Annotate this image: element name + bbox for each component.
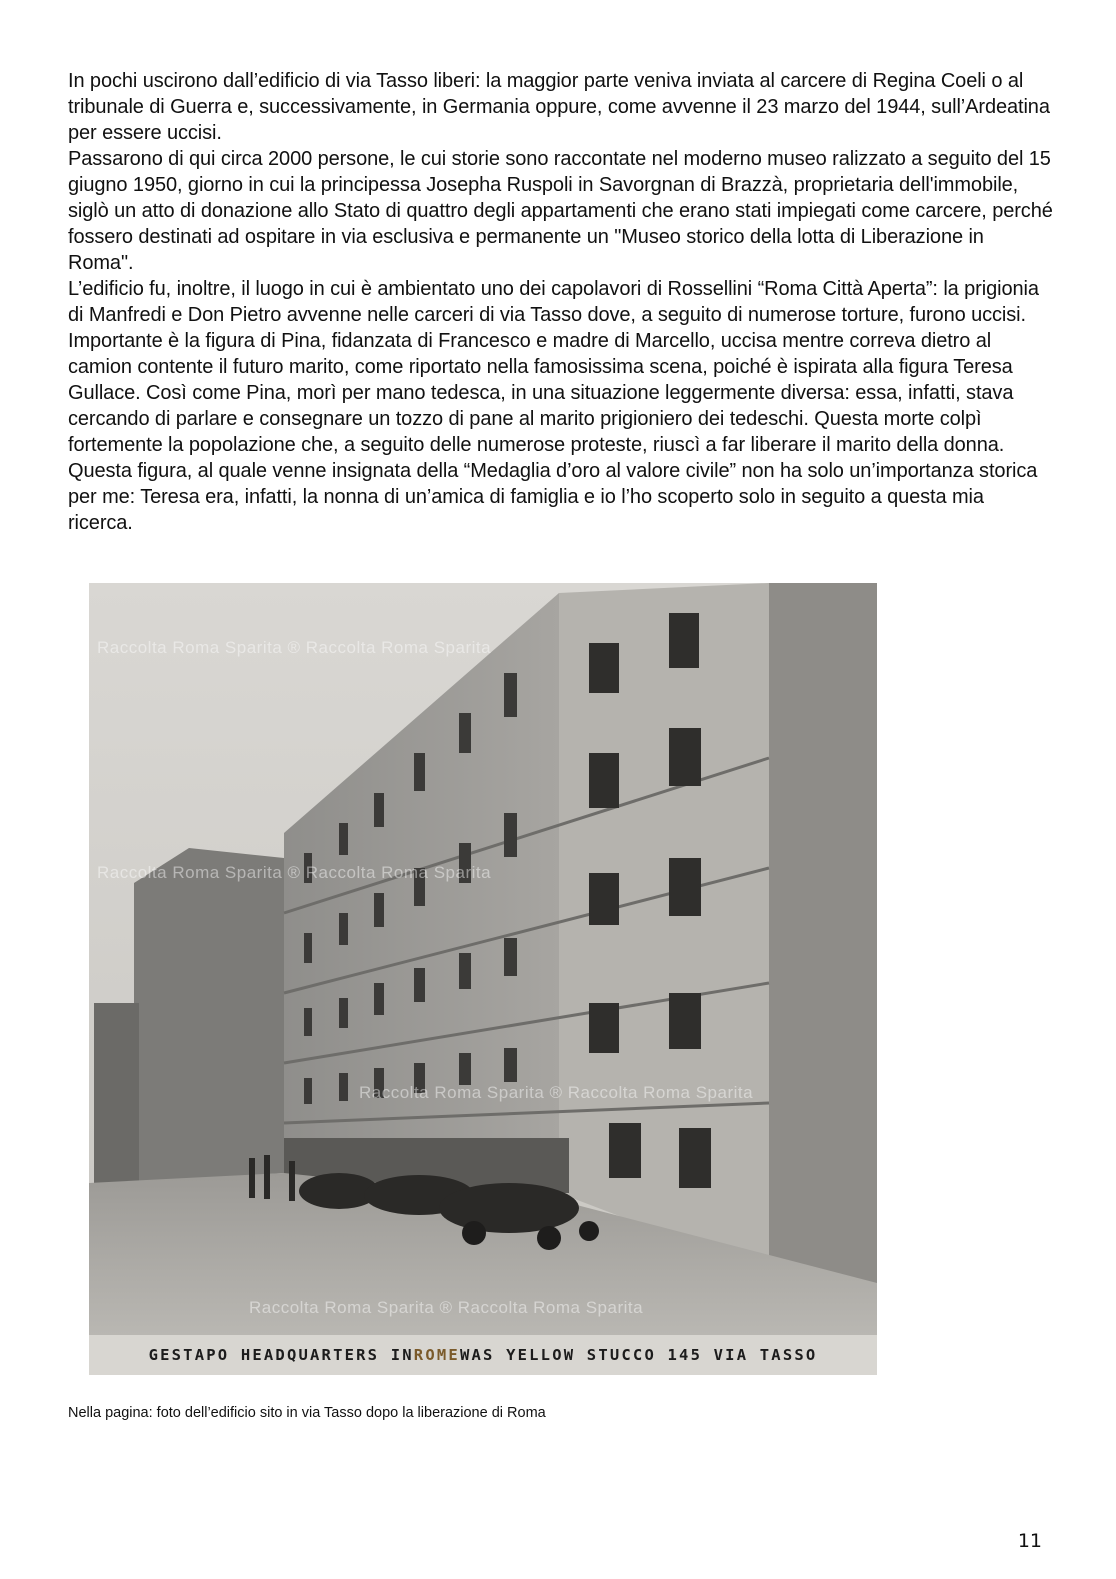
paragraph-2: Passarono di qui circa 2000 persone, le cui storie sono raccontate nel moderno museo ralizzato a seguito del 15 giugno 1950, giorno in cui la principessa Josepha Ruspoli in Savorgnan di Brazzà, proprietaria dell'immobile, siglò un atto di donazione allo Stato di quattro degli appartamenti che erano stati impiegati come carcere, perché fossero destinati ad ospitare in via esclusiva e permanente un "Museo storico della lotta di Liberazione in Roma". [68,148,1053,274]
photo-watermark-1: Raccolta Roma Sparita ® Raccolta Roma Sparita [97,638,492,657]
photo-caption-text-end: WAS YELLOW STUCCO 145 VIA TASSO [459,1346,818,1364]
photo-watermark-2: Raccolta Roma Sparita ® Raccolta Roma Sparita [97,863,492,882]
paragraph-4: Questa figura, al quale venne insignata della “Medaglia d’oro al valore civile” non ha solo un’importanza storica per me: Teresa era, infatti, la nonna di un’amica di famiglia e io l’ho scoperto solo in seguito a questa mia ricerca. [68,460,1038,534]
photo-caption-text: GESTAPO HEADQUARTERS IN [148,1346,414,1364]
paragraph-3: L’edificio fu, inoltre, il luogo in cui è ambientato uno dei capolavori di Rossellini “Roma Città Aperta”: la prigionia di Manfredi e Don Pietro avvenne nelle carceri di via Tasso dove, a seguito di numerose torture, furono uccisi. Importante è la figura di Pina, fidanzata di Francesco e madre di Marcello, uccisa mentre correva dietro al camion contente il futuro marito, come riportato nella famosissima scena, poiché è ispirata alla figura Teresa Gullace. Così come Pina, morì per mano tedesca, in una situazione leggermente diversa: essa, infatti, stava cercando di parlare e consegnare un tozzo di pane al marito prigioniero dei tedeschi. Questa morte colpì fortemente la popolazione che, a seguito delle numerose proteste, riuscì a far liberare il marito della donna. [68,278,1039,456]
building-photo-illustration [89,583,877,1335]
photo-headline-caption [89,1335,877,1375]
photo-watermark-4: Raccolta Roma Sparita ® Raccolta Roma Sparita [249,1298,644,1317]
photo-caption-accent: ROME [413,1346,460,1364]
figure-caption: Nella pagina: foto dell’edificio sito in via Tasso dopo la liberazione di Roma [68,1405,546,1421]
historical-photo-via-tasso [89,583,877,1375]
page-number: 11 [1017,1530,1042,1552]
paragraph-1: In pochi uscirono dall’edificio di via Tasso liberi: la maggior parte veniva inviata al carcere di Regina Coeli o al tribunale di Guerra e, successivamente, in Germania oppure, come avvenne il 23 marzo del 1944, sull’Ardeatina per essere uccisi. [68,70,1050,144]
body-text [68,68,1053,536]
photo-watermark-3: Raccolta Roma Sparita ® Raccolta Roma Sparita [359,1083,754,1102]
